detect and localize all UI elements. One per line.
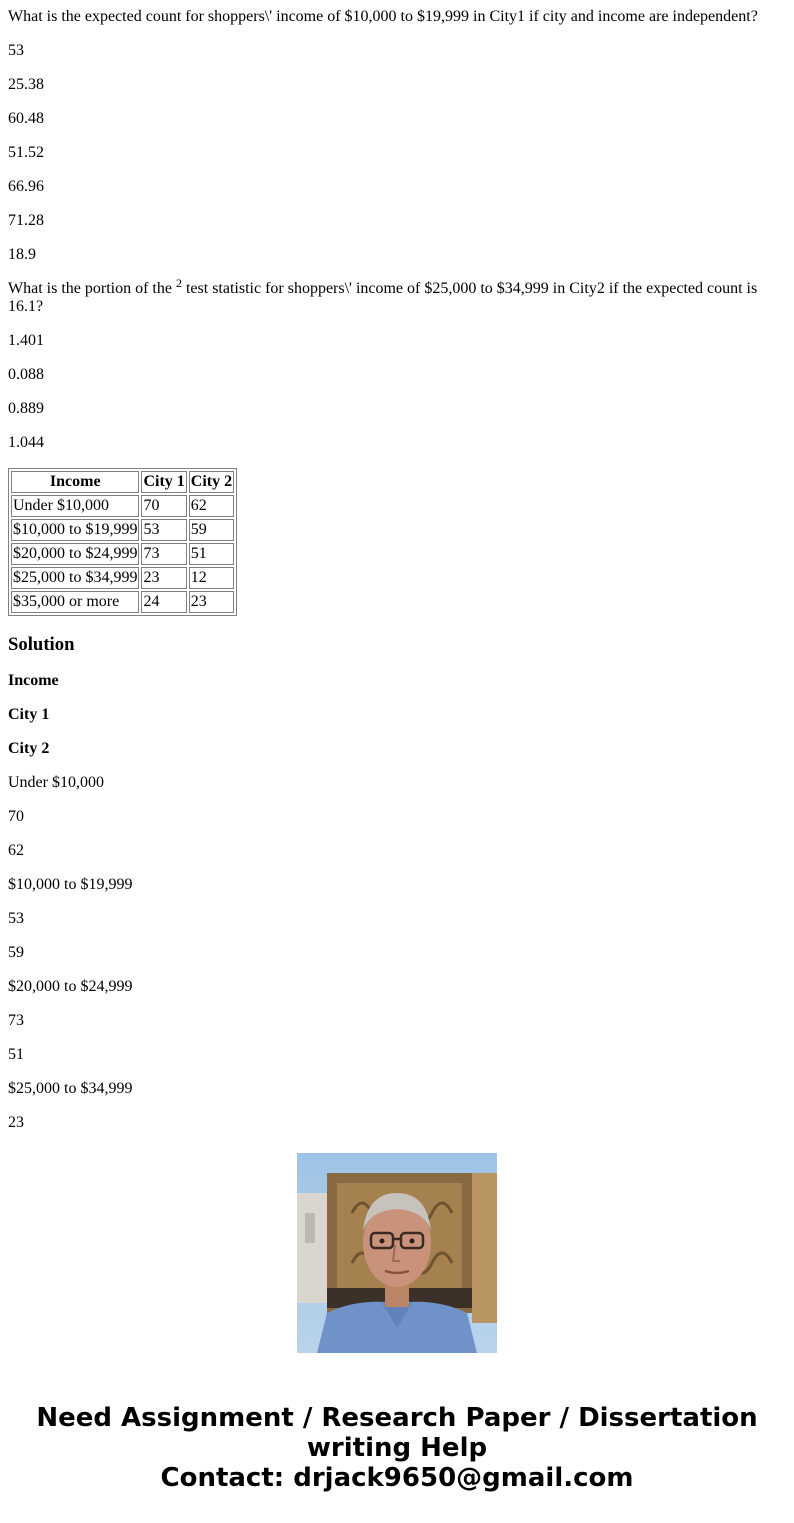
table-cell: $10,000 to $19,999	[11, 519, 139, 541]
table-header-row	[11, 471, 234, 493]
q2-option-4: 1.044	[8, 434, 44, 451]
header-city-1: City 1	[141, 471, 186, 493]
table-row	[11, 519, 234, 541]
solution-line: 51	[8, 1046, 24, 1063]
header-city-2: City 2	[189, 471, 234, 493]
solution-line: 53	[8, 910, 24, 927]
table-cell: $20,000 to $24,999	[11, 543, 139, 565]
question-1-text: What is the expected count for shoppers\' income of $10,000 to $19,999 in City1 if city and income are independent?	[8, 8, 758, 25]
q1-option-5: 66.96	[8, 178, 44, 195]
solution-line: 62	[8, 842, 24, 859]
document-content	[8, 0, 786, 1131]
table-row	[11, 591, 234, 613]
table-cell: 59	[189, 519, 234, 541]
solution-label-city-2: City 2	[8, 740, 50, 757]
promo-banner	[0, 1403, 794, 1493]
solution-line: $10,000 to $19,999	[8, 876, 133, 893]
table-row	[11, 543, 234, 565]
solution-line: Under $10,000	[8, 774, 104, 791]
question-2-text-before: What is the portion of the	[8, 280, 172, 297]
promo-contact: Contact: drjack9650@gmail.com	[160, 1463, 634, 1493]
question-2-text	[8, 276, 786, 316]
table-cell: 70	[141, 495, 186, 517]
q1-option-6: 71.28	[8, 212, 44, 229]
table-cell: $25,000 to $34,999	[11, 567, 139, 589]
solution-line: 73	[8, 1012, 24, 1029]
q1-option-7: 18.9	[8, 246, 36, 263]
table-cell: 24	[141, 591, 186, 613]
table-cell: $35,000 or more	[11, 591, 139, 613]
table-cell: 12	[189, 567, 234, 589]
q1-option-1: 53	[8, 42, 24, 59]
q2-option-2: 0.088	[8, 366, 44, 383]
q1-option-4: 51.52	[8, 144, 44, 161]
table-cell: 62	[189, 495, 234, 517]
author-avatar	[297, 1153, 497, 1353]
solution-line: 70	[8, 808, 24, 825]
table-row	[11, 495, 234, 517]
solution-heading: Solution	[8, 634, 75, 655]
table-cell: 23	[189, 591, 234, 613]
solution-line: 59	[8, 944, 24, 961]
question-2-superscript: 2	[175, 276, 182, 290]
question-2-text-after: test statistic for shoppers\' income of $25,000 to $34,999 in City2 if the expected count is 16.1?	[8, 280, 758, 315]
table-cell: 51	[189, 543, 234, 565]
q1-option-2: 25.38	[8, 76, 44, 93]
solution-label-income: Income	[8, 672, 59, 689]
promo-line-1: Need Assignment / Research Paper / Dissertation	[36, 1403, 758, 1433]
solution-line: $20,000 to $24,999	[8, 978, 133, 995]
promo-line-2: writing Help	[306, 1433, 488, 1463]
q2-option-1: 1.401	[8, 332, 44, 349]
header-income: Income	[11, 471, 139, 493]
table-row	[11, 567, 234, 589]
table-cell: 73	[141, 543, 186, 565]
table-cell: 23	[141, 567, 186, 589]
avatar-portrait-illustration	[297, 1153, 497, 1353]
q1-option-3: 60.48	[8, 110, 44, 127]
table-cell: 53	[141, 519, 186, 541]
income-table	[8, 468, 237, 616]
table-cell: Under $10,000	[11, 495, 139, 517]
solution-line: $25,000 to $34,999	[8, 1080, 133, 1097]
solution-label-city-1: City 1	[8, 706, 50, 723]
q2-option-3: 0.889	[8, 400, 44, 417]
solution-line: 23	[8, 1114, 24, 1131]
